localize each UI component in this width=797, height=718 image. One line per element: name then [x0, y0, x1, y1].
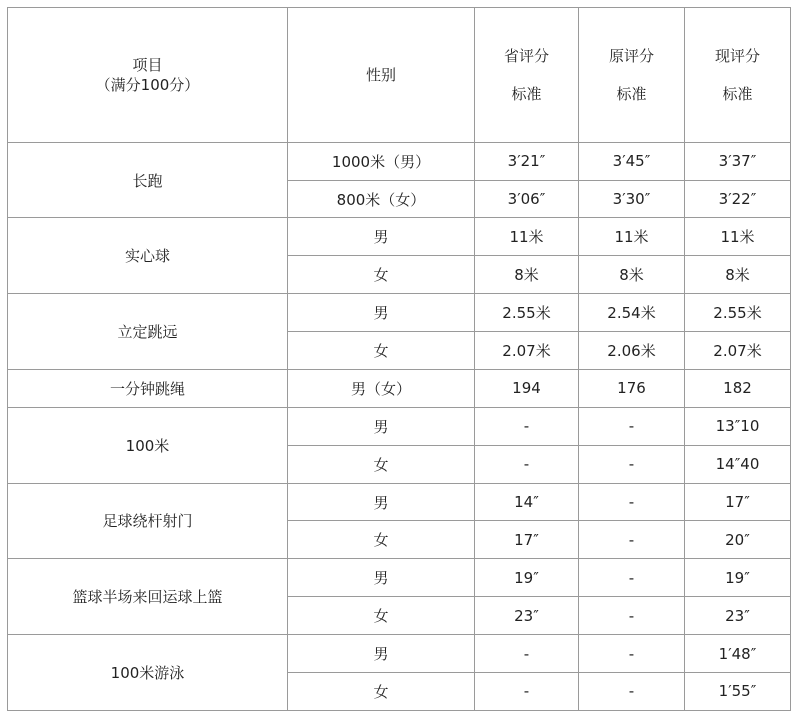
provincial-score-cell: -	[475, 407, 579, 445]
header-item-line1: 项目	[132, 55, 163, 74]
header-row	[8, 8, 791, 143]
gender-cell: 男	[288, 218, 475, 256]
header-curr-line1: 现评分	[714, 46, 760, 65]
header-item-line2: （满分100分）	[95, 75, 200, 94]
header-item	[8, 8, 288, 143]
table-row	[8, 142, 791, 180]
event-name-cell: 篮球半场来回运球上篮	[8, 559, 288, 635]
gender-cell: 女	[288, 521, 475, 559]
current-score-cell: 1′48″	[685, 635, 791, 673]
table-row	[8, 635, 791, 673]
header-prov-line2: 标准	[511, 84, 542, 103]
provincial-score-cell: -	[475, 445, 579, 483]
current-score-cell: 3′22″	[685, 180, 791, 218]
original-score-cell: -	[579, 559, 685, 597]
provincial-score-cell: 194	[475, 369, 579, 407]
header-orig-line1: 原评分	[608, 46, 654, 65]
gender-cell: 女	[288, 597, 475, 635]
header-gender	[288, 8, 475, 143]
original-score-cell: -	[579, 407, 685, 445]
provincial-score-cell: 2.07米	[475, 332, 579, 370]
gender-cell: 女	[288, 672, 475, 710]
header-original-standard	[579, 8, 685, 143]
gender-cell: 男	[288, 483, 475, 521]
header-current-standard	[685, 8, 791, 143]
current-score-cell: 13″10	[685, 407, 791, 445]
original-score-cell: 3′45″	[579, 142, 685, 180]
table-row	[8, 483, 791, 521]
current-score-cell: 23″	[685, 597, 791, 635]
current-score-cell: 1′55″	[685, 672, 791, 710]
gender-cell: 男	[288, 559, 475, 597]
original-score-cell: 2.54米	[579, 294, 685, 332]
header-prov-line1: 省评分	[503, 46, 549, 65]
original-score-cell: -	[579, 597, 685, 635]
gender-cell: 男	[288, 635, 475, 673]
original-score-cell: 11米	[579, 218, 685, 256]
gender-cell: 女	[288, 256, 475, 294]
header-curr-line2: 标准	[722, 84, 753, 103]
original-score-cell: 176	[579, 369, 685, 407]
original-score-cell: 2.06米	[579, 332, 685, 370]
current-score-cell: 182	[685, 369, 791, 407]
current-score-cell: 17″	[685, 483, 791, 521]
provincial-score-cell: 11米	[475, 218, 579, 256]
table-row	[8, 294, 791, 332]
current-score-cell: 3′37″	[685, 142, 791, 180]
original-score-cell: -	[579, 521, 685, 559]
gender-cell: 800米（女）	[288, 180, 475, 218]
original-score-cell: 8米	[579, 256, 685, 294]
provincial-score-cell: -	[475, 635, 579, 673]
gender-cell: 男（女）	[288, 369, 475, 407]
original-score-cell: -	[579, 483, 685, 521]
gender-cell: 男	[288, 294, 475, 332]
current-score-cell: 14″40	[685, 445, 791, 483]
event-name-cell: 100米	[8, 407, 288, 483]
header-orig-line2: 标准	[616, 84, 647, 103]
table-row	[8, 369, 791, 407]
event-name-cell: 立定跳远	[8, 294, 288, 370]
header-provincial-standard	[475, 8, 579, 143]
table-row	[8, 218, 791, 256]
current-score-cell: 8米	[685, 256, 791, 294]
provincial-score-cell: -	[475, 672, 579, 710]
current-score-cell: 2.55米	[685, 294, 791, 332]
event-name-cell: 实心球	[8, 218, 288, 294]
scoring-standards-table	[7, 7, 791, 711]
provincial-score-cell: 3′21″	[475, 142, 579, 180]
gender-cell: 男	[288, 407, 475, 445]
current-score-cell: 19″	[685, 559, 791, 597]
table-row	[8, 559, 791, 597]
header-gender-label: 性别	[365, 66, 396, 85]
provincial-score-cell: 2.55米	[475, 294, 579, 332]
event-name-cell: 一分钟跳绳	[8, 369, 288, 407]
event-name-cell: 长跑	[8, 142, 288, 218]
table-row	[8, 407, 791, 445]
provincial-score-cell: 8米	[475, 256, 579, 294]
provincial-score-cell: 19″	[475, 559, 579, 597]
original-score-cell: -	[579, 672, 685, 710]
current-score-cell: 20″	[685, 521, 791, 559]
current-score-cell: 11米	[685, 218, 791, 256]
event-name-cell: 足球绕杆射门	[8, 483, 288, 559]
provincial-score-cell: 3′06″	[475, 180, 579, 218]
gender-cell: 女	[288, 445, 475, 483]
provincial-score-cell: 14″	[475, 483, 579, 521]
gender-cell: 女	[288, 332, 475, 370]
current-score-cell: 2.07米	[685, 332, 791, 370]
gender-cell: 1000米（男）	[288, 142, 475, 180]
original-score-cell: -	[579, 445, 685, 483]
provincial-score-cell: 23″	[475, 597, 579, 635]
original-score-cell: 3′30″	[579, 180, 685, 218]
event-name-cell: 100米游泳	[8, 635, 288, 711]
original-score-cell: -	[579, 635, 685, 673]
provincial-score-cell: 17″	[475, 521, 579, 559]
